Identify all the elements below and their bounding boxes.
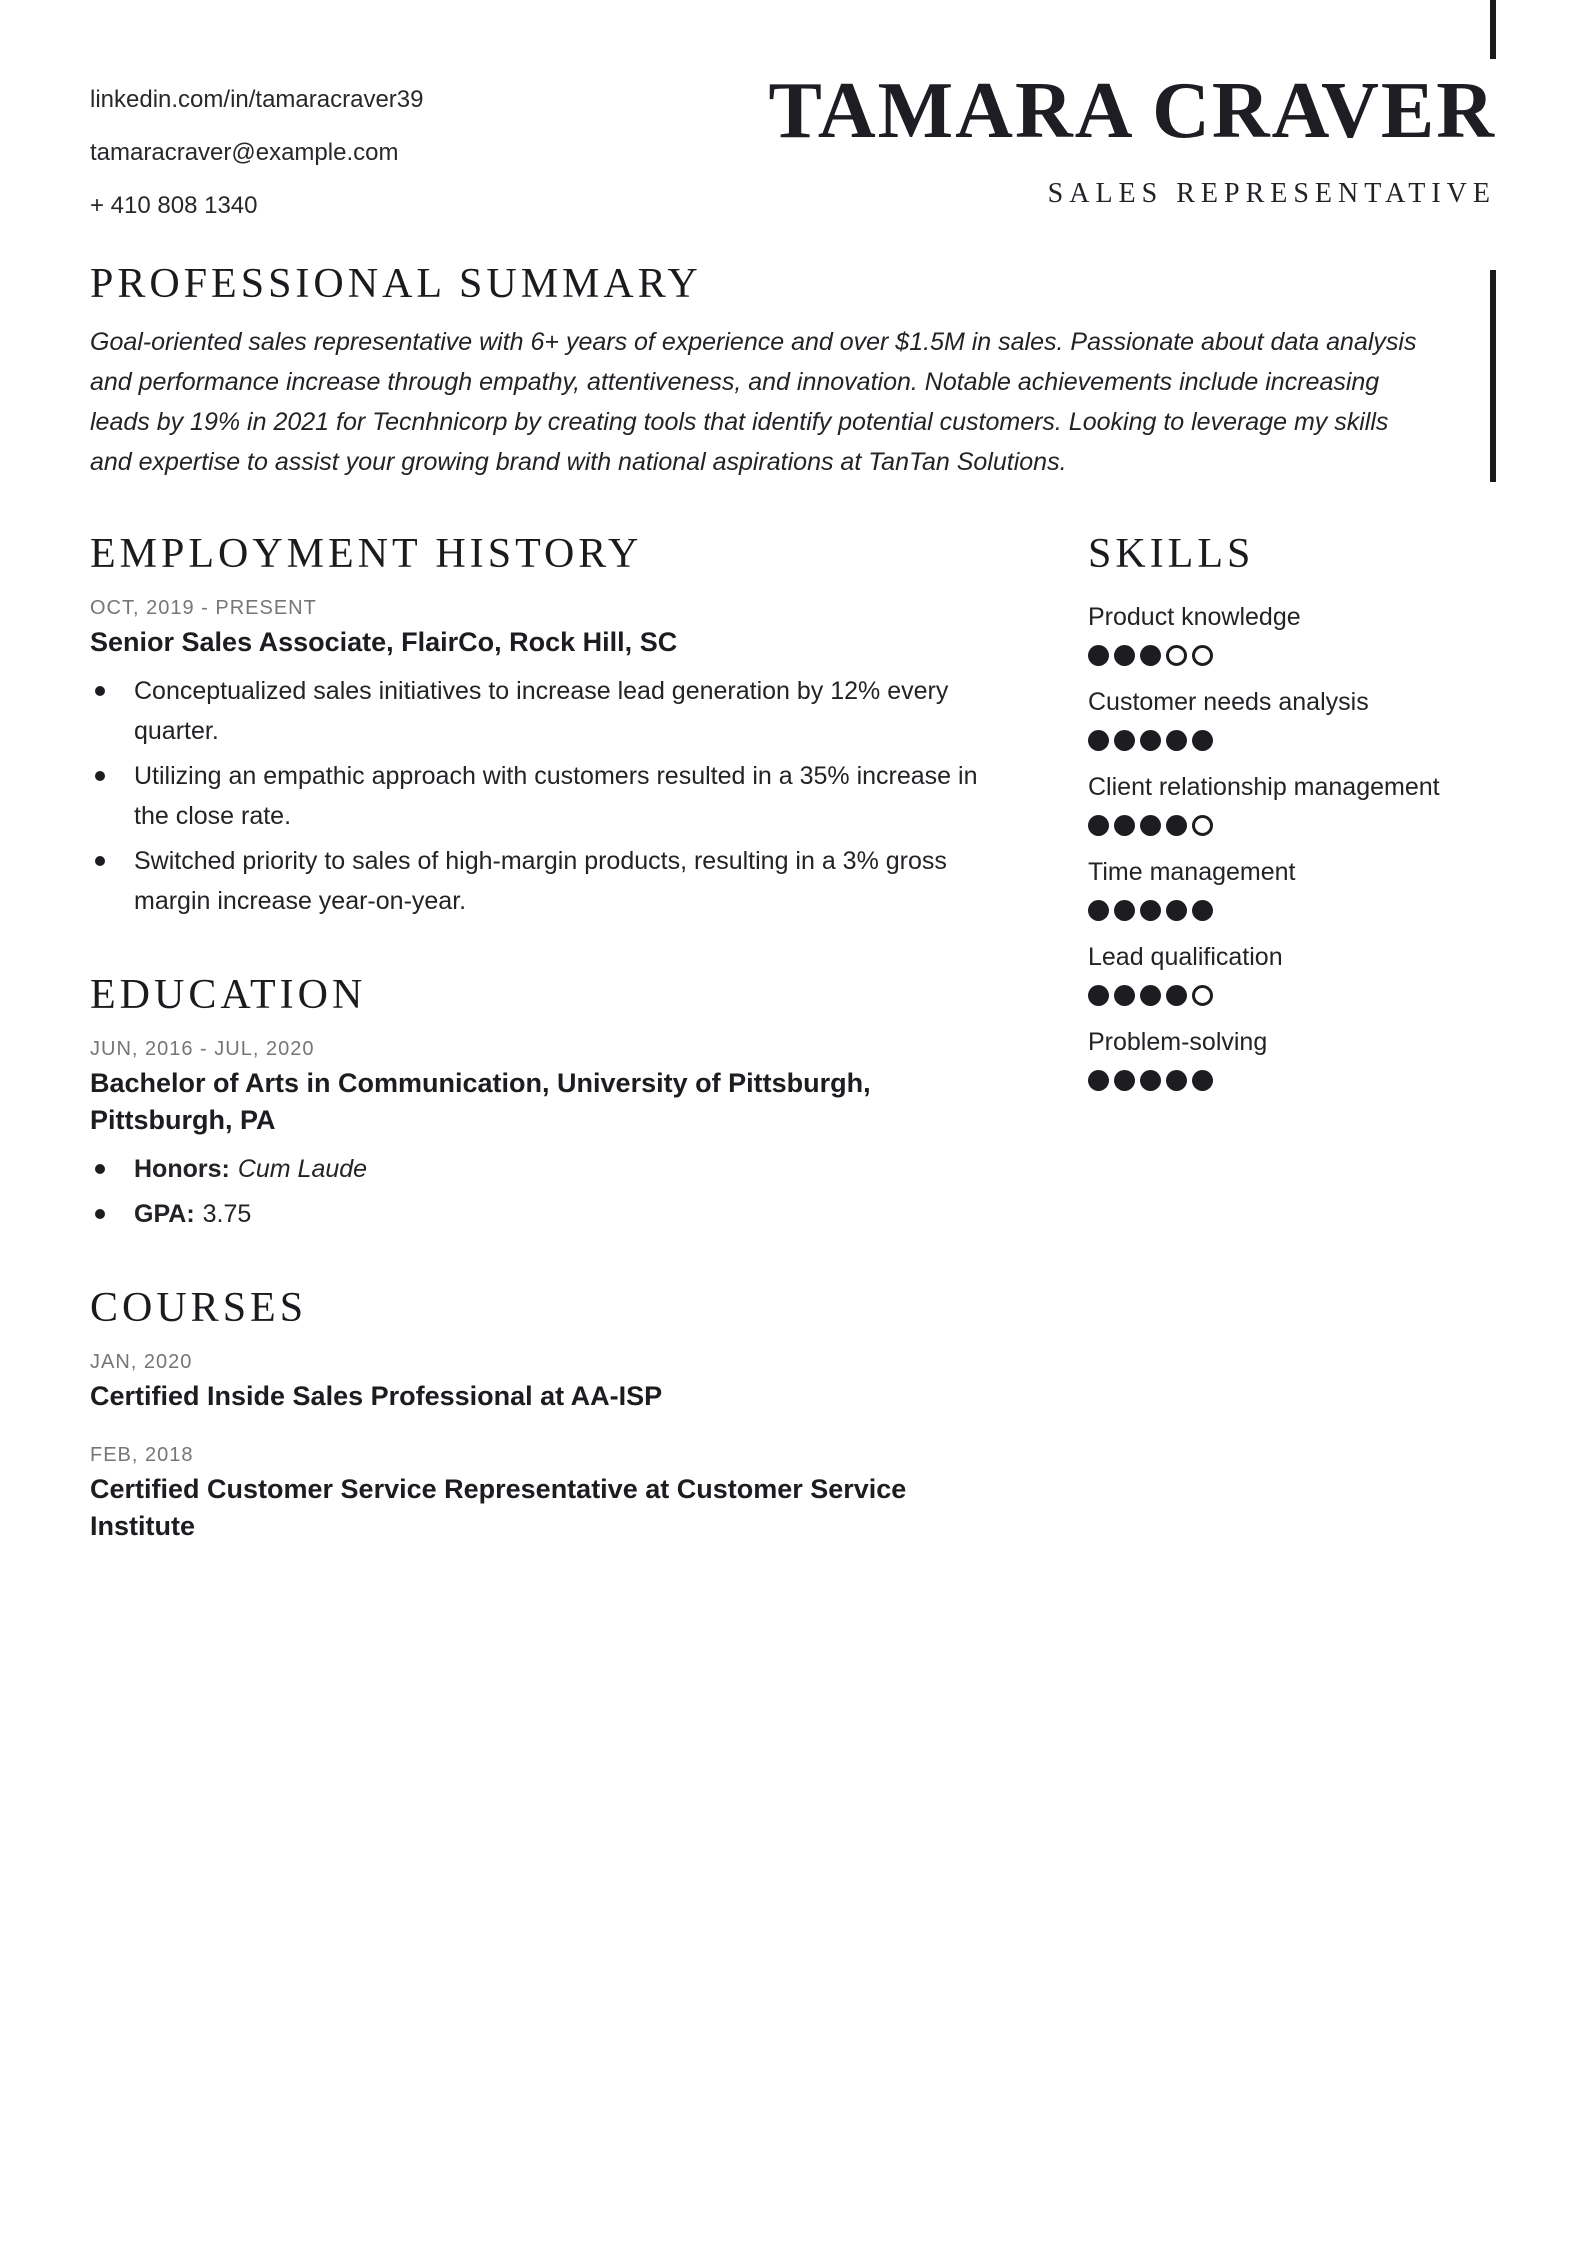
- top-right-rule: [1490, 0, 1496, 59]
- education-detail-gpa: [90, 1194, 1018, 1234]
- contact-block: [90, 85, 423, 244]
- skill-dot-empty: [1166, 645, 1187, 666]
- summary-side-rule: [1490, 270, 1496, 482]
- skill-dot-filled: [1140, 1070, 1161, 1091]
- skill-item: [1088, 1027, 1496, 1091]
- education-detail-label: Honors:: [134, 1155, 230, 1183]
- skill-dot-filled: [1114, 900, 1135, 921]
- professional-summary-section: [90, 260, 1496, 482]
- skill-dot-filled: [1140, 645, 1161, 666]
- skill-dot-filled: [1088, 730, 1109, 751]
- skill-dot-filled: [1166, 730, 1187, 751]
- job-bullets: [90, 671, 1018, 921]
- skill-name: Product knowledge: [1088, 603, 1301, 631]
- skill-name: Client relationship management: [1088, 773, 1440, 801]
- skill-item: [1088, 772, 1496, 836]
- employment-history-section: [90, 530, 1018, 921]
- course-dates: FEB, 2018: [90, 1444, 194, 1466]
- skill-dot-filled: [1114, 645, 1135, 666]
- skill-level-dots: [1088, 645, 1496, 666]
- skill-dot-filled: [1114, 1070, 1135, 1091]
- skill-dot-empty: [1192, 815, 1213, 836]
- summary-text: Goal-oriented sales representative with 6+ years of experience and over $1.5M in sales. Passionate about data analysis and performance increase through empathy, attentiveness, and innovation. Notable achievements include increasing leads by 19% in 2021 for Tecnhnicorp by creating tools that identify potential customers. Looking to leverage my skills and expertise to assist your growing brand with national aspirations at TanTan Solutions.: [90, 328, 1417, 476]
- skill-dot-filled: [1192, 900, 1213, 921]
- skill-dot-filled: [1166, 815, 1187, 836]
- job-title: Senior Sales Associate, FlairCo, Rock Hill, SC: [90, 627, 678, 657]
- skill-dot-filled: [1088, 1070, 1109, 1091]
- skill-level-dots: [1088, 900, 1496, 921]
- skill-name: Customer needs analysis: [1088, 688, 1369, 716]
- body-columns: [90, 530, 1496, 1573]
- education-degree: Bachelor of Arts in Communication, University of Pittsburgh, Pittsburgh, PA: [90, 1068, 871, 1135]
- candidate-name: TAMARA CRAVER: [768, 67, 1496, 155]
- skill-level-dots: [1088, 815, 1496, 836]
- education-detail-value: Cum Laude: [237, 1155, 368, 1183]
- skill-dot-filled: [1140, 900, 1161, 921]
- skill-name: Problem-solving: [1088, 1028, 1268, 1056]
- main-column: [90, 530, 1018, 1573]
- contact-email: tamaracraver@example.com: [90, 139, 399, 166]
- skills-column: [1088, 530, 1496, 1573]
- skill-dot-empty: [1192, 645, 1213, 666]
- professional-summary-heading: PROFESSIONAL SUMMARY: [90, 261, 702, 307]
- education-detail-label: GPA:: [134, 1200, 195, 1228]
- skill-dot-filled: [1192, 1070, 1213, 1091]
- courses-section: [90, 1284, 1018, 1545]
- course-title: Certified Customer Service Representative at Customer Service Institute: [90, 1474, 907, 1541]
- education-section: [90, 971, 1018, 1234]
- skill-item: [1088, 602, 1496, 666]
- skill-level-dots: [1088, 1070, 1496, 1091]
- skill-name: Lead qualification: [1088, 943, 1283, 971]
- skill-dot-filled: [1088, 645, 1109, 666]
- skill-dot-filled: [1192, 730, 1213, 751]
- skill-level-dots: [1088, 985, 1496, 1006]
- job-entry: [90, 596, 1018, 921]
- skills-section: [1088, 530, 1496, 1091]
- skill-level-dots: [1088, 730, 1496, 751]
- skill-dot-filled: [1088, 900, 1109, 921]
- employment-history-heading: EMPLOYMENT HISTORY: [90, 531, 643, 577]
- education-heading: EDUCATION: [90, 972, 367, 1018]
- skill-dot-empty: [1192, 985, 1213, 1006]
- skill-dot-filled: [1114, 730, 1135, 751]
- skill-name: Time management: [1088, 858, 1296, 886]
- skills-heading: SKILLS: [1088, 531, 1255, 577]
- education-detail-honors: [90, 1149, 1018, 1189]
- job-bullet: Switched priority to sales of high-margin products, resulting in a 3% gross margin increase year-on-year.: [90, 841, 1018, 921]
- skill-dot-filled: [1166, 1070, 1187, 1091]
- courses-heading: COURSES: [90, 1285, 308, 1331]
- contact-linkedin: linkedin.com/in/tamaracraver39: [90, 86, 424, 113]
- skill-dot-filled: [1088, 985, 1109, 1006]
- skill-dot-filled: [1140, 730, 1161, 751]
- skill-dot-filled: [1088, 815, 1109, 836]
- skill-item: [1088, 857, 1496, 921]
- education-dates: JUN, 2016 - JUL, 2020: [90, 1038, 315, 1060]
- header: [90, 67, 1496, 244]
- job-dates: OCT, 2019 - PRESENT: [90, 597, 317, 619]
- course-title: Certified Inside Sales Professional at AA-ISP: [90, 1381, 663, 1411]
- skill-dot-filled: [1140, 985, 1161, 1006]
- skill-dot-filled: [1114, 815, 1135, 836]
- education-detail-value: 3.75: [202, 1200, 252, 1228]
- identity-block: [768, 67, 1496, 211]
- skill-dot-filled: [1114, 985, 1135, 1006]
- candidate-role: SALES REPRESENTATIVE: [1047, 178, 1496, 209]
- job-bullet: Utilizing an empathic approach with customers resulted in a 35% increase in the close rate.: [90, 756, 1018, 836]
- skill-item: [1088, 687, 1496, 751]
- education-details: [90, 1149, 1018, 1234]
- job-bullet: Conceptualized sales initiatives to increase lead generation by 12% every quarter.: [90, 671, 1018, 751]
- skill-dot-filled: [1166, 985, 1187, 1006]
- skill-dot-filled: [1140, 815, 1161, 836]
- course-entry: [90, 1443, 1018, 1545]
- contact-phone: + 410 808 1340: [90, 192, 258, 219]
- skill-dot-filled: [1166, 900, 1187, 921]
- course-dates: JAN, 2020: [90, 1351, 193, 1373]
- education-entry: [90, 1037, 1018, 1234]
- course-entry: [90, 1350, 1018, 1415]
- skill-item: [1088, 942, 1496, 1006]
